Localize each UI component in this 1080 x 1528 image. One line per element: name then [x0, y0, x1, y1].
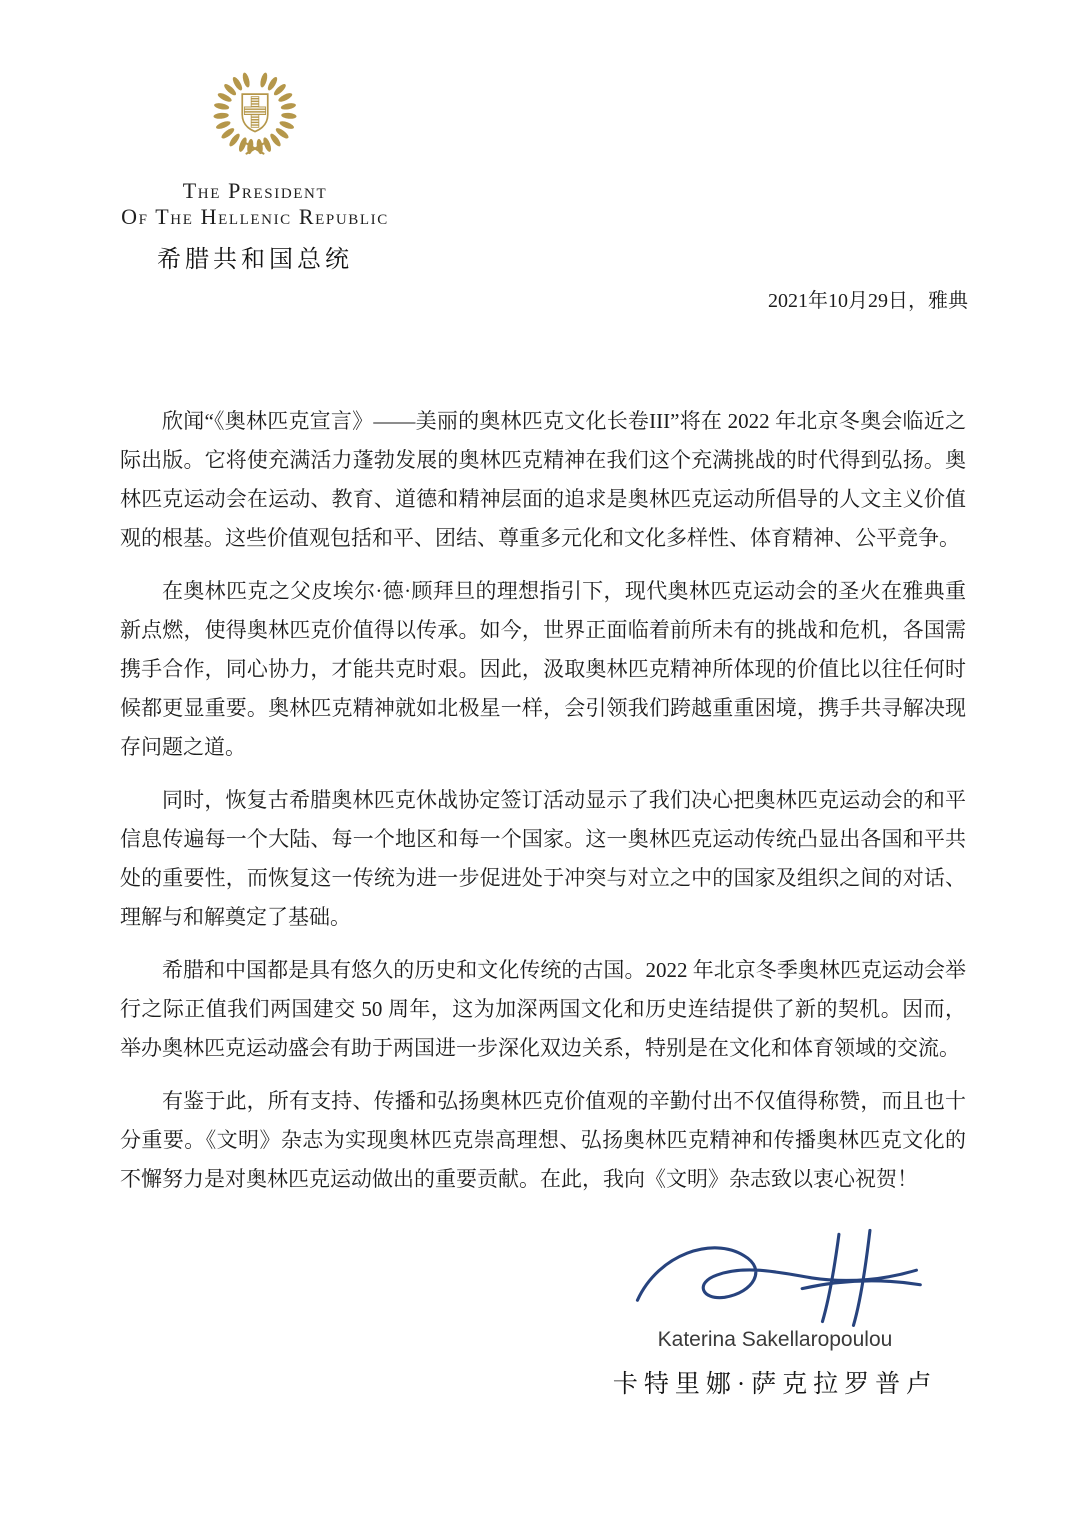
org-name-cn: 希腊共和国总统: [157, 246, 353, 273]
body-paragraph-4: 希腊和中国都是具有悠久的历史和文化传统的古国。2022 年北京冬季奥林匹克运动会举行之际正值我们两国建交 50 周年，这为加深两国文化和历史连结提供了新的契机。因而，举办奥林匹克运动盛会有助于两国进一步深化双边关系，特别是在文化和体育领域的交流。: [120, 958, 966, 1060]
date-line: 2021年10月29日，雅典: [768, 290, 968, 312]
body-paragraph-3: 同时，恢复古希腊奥林匹克休战协定签订活动显示了我们决心把奥林匹克运动会的和平信息传遍每一个大陆、每一个地区和每一个国家。这一奥林匹克运动传统凸显出各国和平共处的重要性，而恢复这一传统为进一步促进处于冲突与对立之中的国家及组织之间的对话、理解与和解奠定了基础。: [120, 788, 966, 929]
signature-autograph-icon: [620, 1222, 930, 1330]
signatory-name-en: Katerina Sakellaropoulou: [657, 1328, 893, 1351]
org-name-en-line1: The President: [182, 178, 328, 203]
letterhead: [98, 56, 412, 274]
signature-block: [580, 1222, 970, 1400]
body-paragraph-2: 在奥林匹克之父皮埃尔·德·顾拜旦的理想指引下，现代奥林匹克运动会的圣火在雅典重新点燃，使得奥林匹克价值得以传承。如今，世界正面临着前所未有的挑战和危机，各国需携手合作，同心协力，才能共克时艰。因此，汲取奥林匹克精神所体现的价值比以往任何时候都更显重要。奥林匹克精神就如北极星一样，会引领我们跨越重重困境，携手共寻解决现存问题之道。: [120, 579, 966, 759]
letter-body: [120, 402, 966, 1213]
org-name-en-line2: Of The Hellenic Republic: [121, 203, 389, 229]
signatory-name-cn: 卡特里娜·萨克拉罗普卢: [612, 1371, 938, 1398]
body-paragraph-5: 有鉴于此，所有支持、传播和弘扬奥林匹克价值观的辛勤付出不仅值得称赞，而且也十分重要。《文明》杂志为实现奥林匹克崇高理想、弘扬奥林匹克精神和传播奥林匹克文化的不懈努力是对奥林匹克运动做出的重要贡献。在此，我向《文明》杂志致以衷心祝贺！: [120, 1089, 966, 1191]
body-paragraph-1: 欣闻“《奥林匹克宣言》——美丽的奥林匹克文化长卷III”将在 2022 年北京冬奥会临近之际出版。它将使充满活力蓬勃发展的奥林匹克精神在我们这个充满挑战的时代得到弘扬。奥林匹克运动会在运动、教育、道德和精神层面的追求是奥林匹克运动所倡导的人文主义价值观的根基。这些价值观包括和平、团结、尊重多元化和文化多样性、体育精神、公平竞争。: [120, 409, 966, 550]
hellenic-presidential-wreath-emblem-icon: [204, 56, 306, 168]
